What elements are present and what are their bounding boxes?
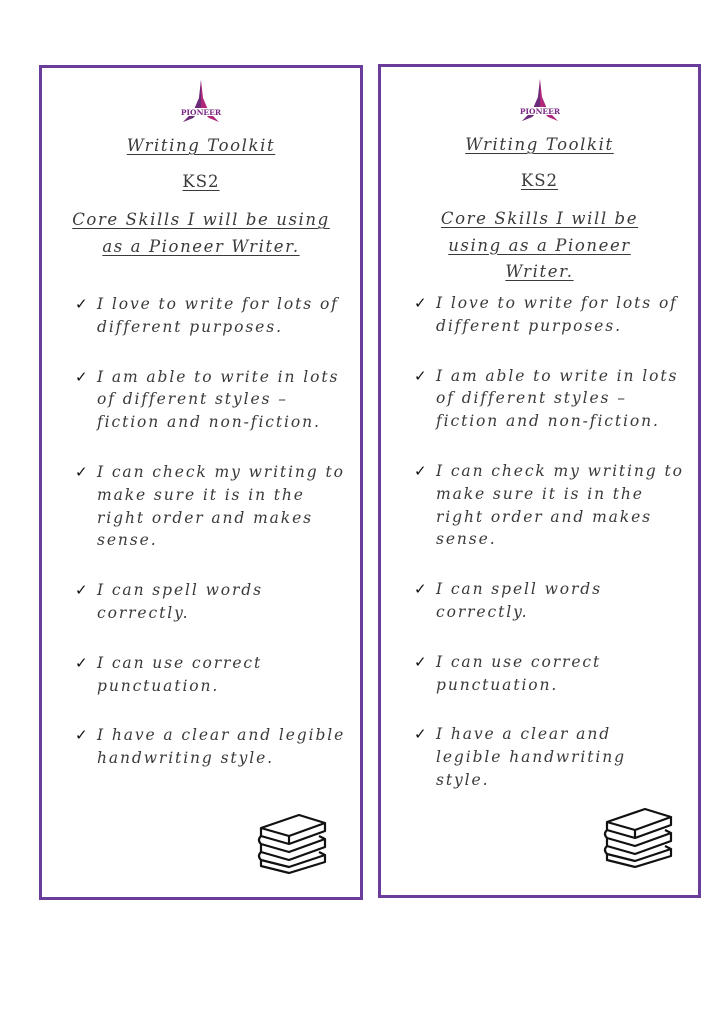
svg-text:PIONEER: PIONEER — [519, 107, 560, 116]
heading: Core Skills I will be using as a Pioneer Writer. — [440, 209, 639, 281]
checkmark-icon: ✓ — [414, 366, 427, 385]
skills-list — [75, 293, 346, 797]
checkmark-icon: ✓ — [414, 652, 427, 671]
svg-text:PIONEER: PIONEER — [180, 108, 222, 117]
heading: Core Skills I will be using as a Pioneer Writer. — [72, 210, 330, 256]
skill-item: ✓ I can spell words correctly. — [75, 581, 263, 622]
books-stack-icon — [601, 806, 675, 868]
pioneer-tower-logo-icon — [518, 77, 562, 123]
skill-item: ✓ I can check my writing to make sure it is in the right order and makes sense. — [75, 462, 345, 550]
key-stage-label: KS2 — [520, 171, 559, 190]
checkmark-icon: ✓ — [75, 367, 88, 386]
skill-item: ✓ I love to write for lots of different purposes. — [75, 295, 339, 336]
skill-item: ✓ I can spell words correctly. — [414, 580, 602, 621]
checkmark-icon: ✓ — [414, 461, 427, 480]
pioneer-tower-logo-icon — [179, 78, 223, 124]
title: Writing Toolkit — [126, 136, 276, 155]
skill-item: ✓ I have a clear and legible handwriting style. — [414, 725, 626, 789]
checkmark-icon: ✓ — [75, 581, 88, 600]
skill-item: ✓ I am able to write in lots of different styles – fiction and non-fiction. — [414, 366, 679, 431]
checkmark-icon: ✓ — [414, 580, 427, 599]
skill-item: ✓ I love to write for lots of different purposes. — [414, 294, 678, 335]
skills-list — [414, 292, 684, 819]
checkmark-icon: ✓ — [75, 653, 88, 672]
skill-item: ✓ I am able to write in lots of different styles – fiction and non-fiction. — [75, 367, 340, 432]
skill-item: ✓ I have a clear and legible handwriting style. — [75, 726, 346, 768]
books-stack-icon — [255, 812, 329, 874]
title: Writing Toolkit — [465, 135, 614, 154]
bookmark-card-right — [378, 64, 701, 898]
checkmark-icon: ✓ — [75, 726, 88, 745]
skill-item: ✓ I can check my writing to make sure it is in the right order and makes sense. — [414, 461, 684, 549]
key-stage-label: KS2 — [182, 172, 220, 191]
bookmark-card-left — [39, 65, 363, 900]
checkmark-icon: ✓ — [414, 725, 427, 744]
checkmark-icon: ✓ — [75, 295, 88, 313]
skill-item: ✓ I can use correct punctuation. — [75, 653, 263, 695]
checkmark-icon: ✓ — [75, 462, 88, 481]
skill-item: ✓ I can use correct punctuation. — [414, 652, 602, 694]
checkmark-icon: ✓ — [414, 294, 427, 312]
